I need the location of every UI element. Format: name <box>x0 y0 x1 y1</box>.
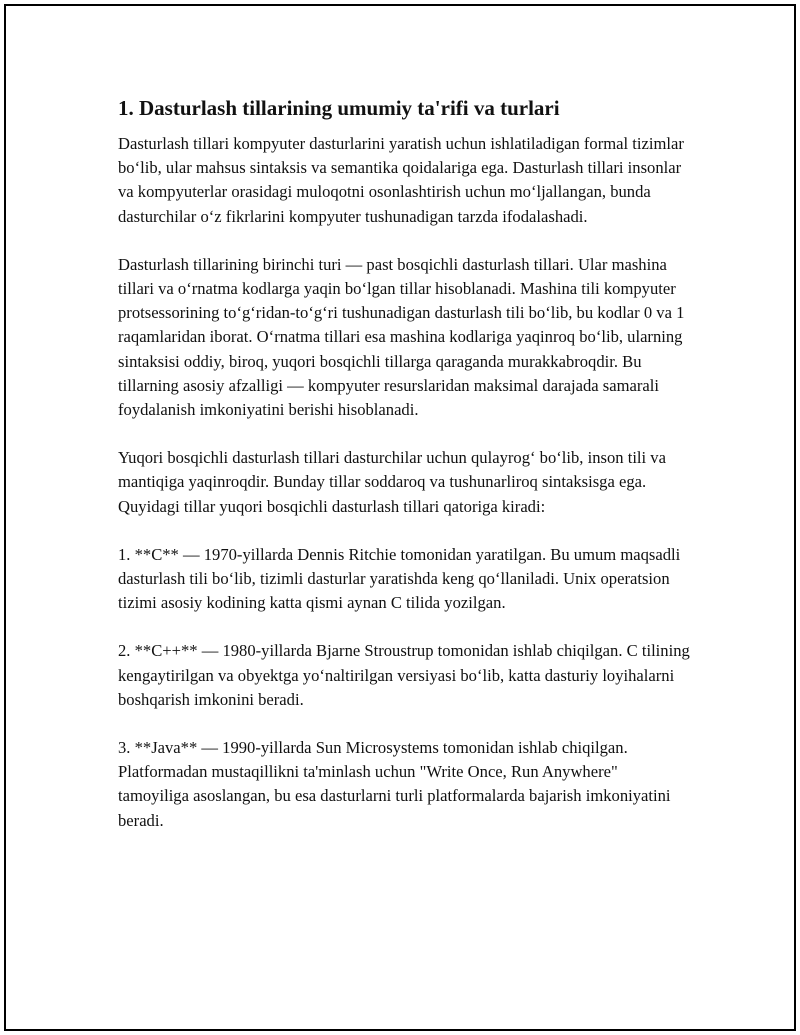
paragraph-low-level-languages: Dasturlash tillarining birinchi turi — past bosqichli dasturlash tillari. Ular mashina tillari va o‘rnatma kodlarga yaqin bo‘lgan tillar hisoblanadi. Mashina tili kompyuter protsessorining to‘g‘ridan-to‘g‘ri tushunadigan dasturlash tili bo‘lib, bu kodlar 0 va 1 raqamlaridan iborat. O‘rnatma tillari esa mashina kodlariga yaqinroq bo‘lib, ularning sintaksisi oddiy, biroq, yuqori bosqichli tillarga qaraganda murakkabroqdir. Bu tillarning asosiy afzalligi — kompyuter resurslaridan maksimal darajada samarali foydalanish imkoniyatini berishi hisoblanadi. <box>118 254 685 420</box>
paragraph-high-level-languages: Yuqori bosqichli dasturlash tillari dasturchilar uchun qulayrog‘ bo‘lib, inson tili va mantiqiga yaqinroqdir. Bunday tillar soddaroq va tushunarliroq sintaksisga ega. Quyidagi tillar yuqori bosqichli dasturlash tillari qatoriga kiradi: <box>118 448 666 516</box>
document-body <box>118 94 690 857</box>
list-item-c: 1. **C** — 1970-yillarda Dennis Ritchie tomonidan yaratilgan. Bu umum maqsadli dasturlash tili bo‘lib, tizimli dasturlar yaratishda keng qo‘llaniladi. Unix operatsion tizimi asosiy kodining katta qismi aynan C tilida yozilgan. <box>118 544 681 613</box>
paragraph-definition: Dasturlash tillari kompyuter dasturlarini yaratish uchun ishlatiladigan formal tizimlar bo‘lib, ular mahsus sintaksis va semantika qoidalariga ega. Dasturlash tillari insonlar va kompyuterlar orasidagi muloqotni osonlashtirish uchun mo‘ljallangan, bunda dasturchilar o‘z fikrlarini kompyuter tushunadigan tarzda ifodalashadi. <box>118 134 684 226</box>
list-item-cpp: 2. **C++** — 1980-yillarda Bjarne Stroustrup tomonidan ishlab chiqilgan. C tilining kengaytirilgan va obyektga yo‘naltirilgan versiyasi bo‘lib, katta dasturiy loyihalarni boshqarish imkonini beradi. <box>118 641 690 709</box>
section-heading: 1. Dasturlash tillarining umumiy ta'rifi va turlari <box>118 96 560 120</box>
list-item-java: 3. **Java** — 1990-yillarda Sun Microsystems tomonidan ishlab chiqilgan. Platformadan mustaqillikni ta'minlash uchun "Write Once, Run Anywhere" tamoyiliga asoslangan, bu esa dasturlarni turli platformalarda bajarish imkoniyatini beradi. <box>118 738 671 830</box>
